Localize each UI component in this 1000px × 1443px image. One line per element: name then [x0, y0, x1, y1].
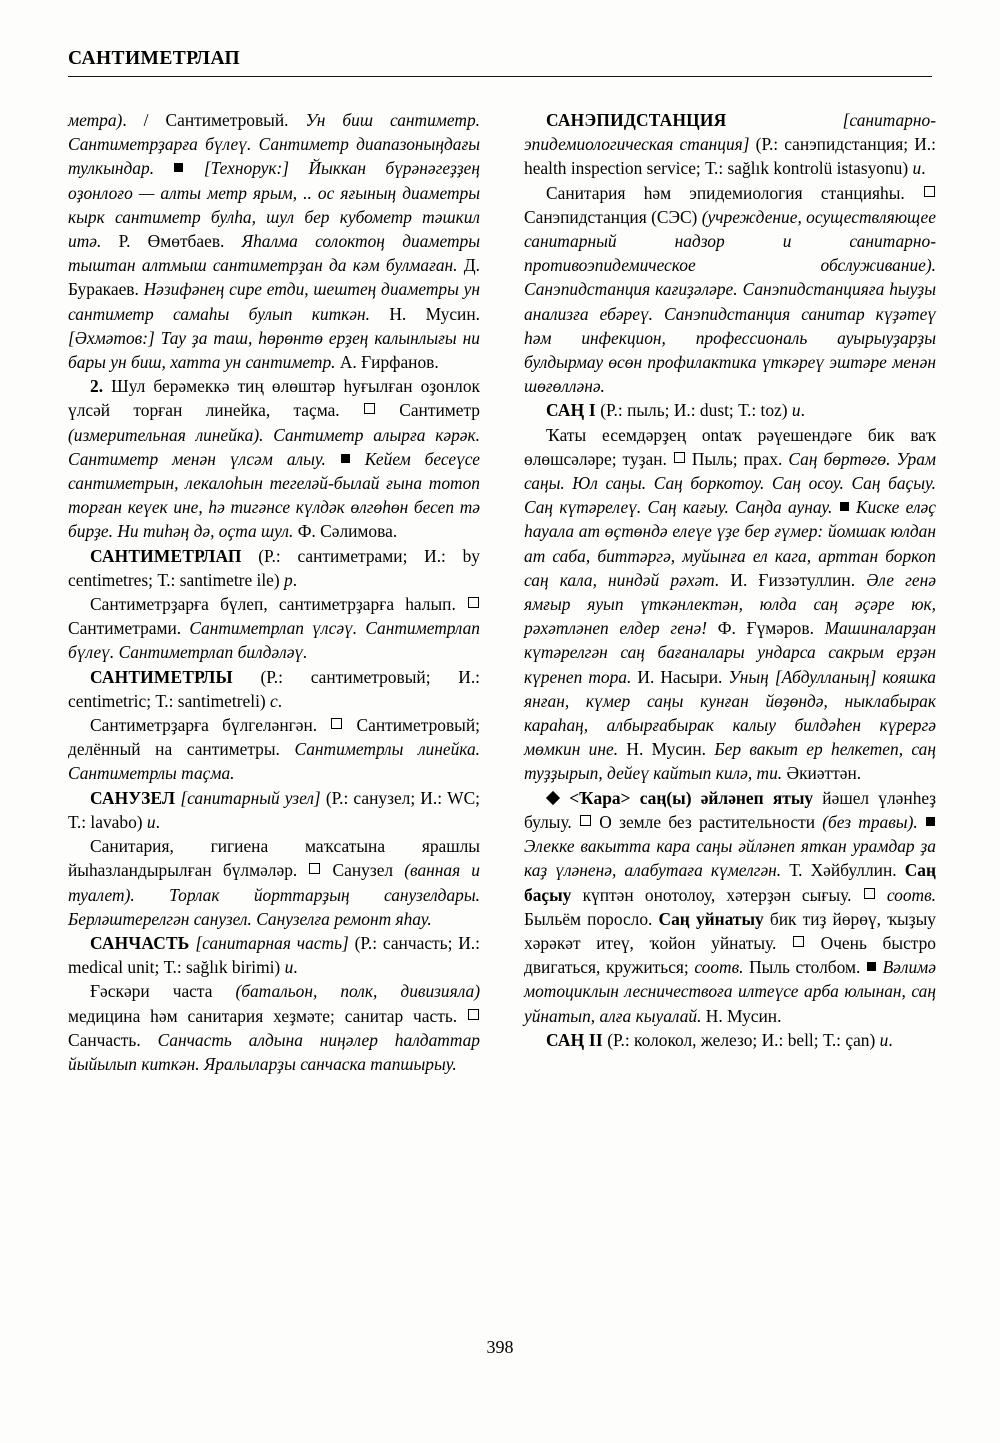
- idiom-3-correspondence-label: соотв.: [694, 957, 744, 978]
- santimetrly-pos: с: [270, 690, 278, 711]
- san-1-gloss: (Р.: пыль; И.: dust; Т.: toz): [595, 400, 792, 421]
- sense-number: 2.: [90, 376, 104, 397]
- entry-santimetrly-body: [68, 713, 480, 786]
- idiom-2-russian-gloss: Быльём поросло.: [524, 908, 653, 929]
- idiom-1-definition: йәшел үләнһеҙ булыу.: [524, 787, 936, 832]
- sanuzel-examples: (ванная и туалет). Торлак йорттарҙың санузелдары. Берләштерелгән санузел. Санузелға ремонт яһау.: [68, 860, 480, 929]
- running-head: САНТИМЕТРЛАП: [68, 48, 241, 69]
- header-rule: [68, 76, 932, 77]
- continuation-source-4: А. Ғирфанов.: [335, 352, 439, 373]
- sanepidstanciya-gloss: (Р.: санэпидстанция; И.: health inspection service; Т.: sağlık kontrolü istasyonu): [524, 134, 936, 179]
- idiom-1-russian-gloss: О земле без растительности: [592, 811, 823, 832]
- san-1-source-3: И. Насыри.: [631, 666, 729, 687]
- sense-2-russian-gloss: Сантиметр: [375, 400, 480, 421]
- san-1-citation-5: Бер вакыт ер һелкетеп, саң туҙҙырып, дейеү кайтып килә, ти.: [524, 739, 936, 784]
- sanepidstanciya-pos: и: [912, 158, 922, 179]
- sanchast-definition-2: медицина һәм санитария хеҙмәте; санитар часть.: [68, 1005, 467, 1026]
- san-1-russian-gloss: Пыль; прах.: [685, 448, 789, 469]
- headword-sanchast: САНЧАСТЬ: [90, 932, 190, 953]
- idiom-3-russian-gloss: Очень быстро двигаться, кружиться;: [524, 932, 936, 978]
- entry-santimetr-sense-2: [68, 374, 480, 543]
- sanchast-parenthetical: (батальон, полк, дивизияла): [235, 981, 480, 1002]
- open-square-marker-icon: [864, 888, 875, 899]
- sanepidstanciya-definition: Санитария һәм эпидемиология станцияһы.: [546, 182, 923, 203]
- continuation-roman-1: . / Сантиметровый.: [122, 110, 306, 130]
- santimetrlap-examples: Сантиметрлап үлсәү. Сантиметрлап бүлеү. Сантиметрлап билдәләү.: [68, 618, 480, 663]
- sanepidstanciya-russian-gloss: Санэпидстанция (СЭС): [524, 206, 702, 227]
- page-header: [68, 48, 932, 77]
- continuation-citation-4: [Әхмәтов:] Тау ҙа таш, һөрөнтө ерҙең калынлығы ни бары ун биш, хатта ун сантиметр.: [68, 327, 480, 373]
- santimetrly-pos-tail: .: [277, 690, 283, 711]
- idiom-1-parenthetical: (без травы).: [822, 811, 918, 832]
- san-1-pos-tail: .: [800, 400, 805, 421]
- sanuzel-gloss: (Р.: санузел; И.: WC; Т.: lavabo): [68, 787, 480, 832]
- san-2-pos: и: [879, 1029, 889, 1050]
- sanuzel-pos-tail: .: [155, 811, 160, 832]
- filled-square-marker-icon: [840, 502, 849, 511]
- filled-square-marker-icon: [174, 163, 183, 172]
- entry-sanepidstanciya-head: [524, 108, 936, 181]
- idiom-kara-san-ailanep-yatyu: [524, 786, 936, 1028]
- sense-2-citation: Кейем бесеүсе сантиметрын, лекалоһын тегеләй-былай ғына тотоп торған кеүек ине, һә тигәнсе күлдәк өлгөһөн бесеп тә бирҙе. Ни тиһәң дә, оҫта шул.: [68, 448, 481, 542]
- san-1-citation-3: Машиналарҙан күтәрелгән саң бағаналары ундарса сакрым ерҙән күренеп тора.: [524, 618, 936, 687]
- entry-santimetrlap-head: [68, 544, 480, 592]
- entry-sanuzel-head: [68, 786, 480, 834]
- entry-san-2-head: [524, 1028, 936, 1052]
- santimetrlap-gloss: (Р.: сантиметрами; И.: by centimetres; Т.: santimetre ile): [68, 545, 480, 590]
- open-square-marker-icon: [468, 597, 479, 608]
- sanuzel-pos: и: [146, 811, 156, 832]
- right-column: [524, 108, 936, 1076]
- idiom-3-citation: Вәлимә мотоциклын лесничествоға илтеүсе арба юлынан, саң уйнатып, алға кыуалай.: [524, 957, 936, 1026]
- sense-2-source: Ф. Сәлимова.: [293, 521, 398, 542]
- continuation-examples-1: Ун биш сантиметр. Сантиметрҙарға бүлеү. Сантиметр диапазоныңдағы тулкындар.: [68, 110, 480, 179]
- sanuzel-russian-gloss: Санузел: [321, 860, 405, 881]
- santimetrly-definition: Сантиметрҙарға бүлгеләнгән.: [90, 715, 331, 736]
- idiom-3-source: Н. Мусин.: [701, 1005, 782, 1026]
- entry-sanuzel-body: [68, 834, 480, 931]
- santimetrly-examples: Сантиметрлы линейка. Сантиметрлы таҫма.: [68, 739, 481, 784]
- open-square-marker-icon: [580, 815, 591, 826]
- continuation-citation-3: Нәзифәнең сире етди, шештең диаметры ун сантиметр самаһы булып киткән.: [68, 279, 480, 324]
- sense-2-examples: (измерительная линейка). Сантиметр алырға кәрәк. Сантиметр менән үлсәм алыу.: [68, 424, 480, 469]
- entry-santimetrlap-body: [68, 592, 480, 665]
- page-number: 398: [486, 1337, 514, 1357]
- santimetrlap-definition: Сантиметрҙарға бүлеп, сантиметрҙарға һалып.: [90, 594, 467, 615]
- filled-square-marker-icon: [926, 817, 935, 826]
- sanchast-pos-tail: .: [293, 957, 298, 978]
- sanepidstanciya-examples: (учреждение, осуществляющее санитарный надзор и санитарно-противоэпидемическое обслуживание). Санэпидстанция кағиҙәләре. Санэпидстанцияға һыуҙы анализға ебәреү. Санэпидстанция санитар күҙәтеү һәм инфекцион, профессиональ ауырыуҙарҙы булдырмау өсөн профилактика үткәреү эштәре менән шөғөлләнә.: [524, 206, 936, 397]
- idiom-2-correspondence-label: соотв.: [886, 884, 936, 905]
- idiom-2-definition: күптән онотолоу, хәтерҙән сығыу.: [571, 884, 863, 905]
- entry-san-1-body: [524, 423, 936, 786]
- san-1-source-5: Әкиәттән.: [782, 763, 862, 784]
- diamond-marker-icon: [546, 791, 560, 805]
- headword-sanuzel: САНУЗЕЛ: [90, 787, 176, 808]
- san-1-citation-4: Уның [Абдулланың] кояшка янған, күмер саңы кунған йөҙөндә, ныклабырак караһаң, албырғабырак калыу билдәһен күрергә мөмкин ине.: [524, 666, 936, 760]
- sanchast-gloss: (Р.: санчасть; И.: medical unit; Т.: sağlık birimi): [68, 932, 480, 978]
- sense-2-definition: Шул берәмеккә тиң өлөштәр һуғылған оҙонлок үлсәй торған линейка, таҫма.: [68, 376, 480, 421]
- open-square-marker-icon: [331, 718, 342, 729]
- left-column: [68, 108, 480, 1076]
- santimetrly-gloss: (Р.: сантиметровый; И.: centimetric; Т.: santimetreli): [68, 666, 480, 711]
- san-1-citation-2: Әле генә ямғыр яуып үткәнлектән, юлда саң әҫәре юк, рәхәтләнеп елдер генә!: [524, 569, 936, 639]
- sanepidstanciya-bracket-gloss: [санитарно-эпидемиологическая станция]: [524, 110, 936, 155]
- idiom-phrase-3: Саң уйнатыу: [658, 908, 764, 929]
- open-square-marker-icon: [793, 936, 804, 947]
- sanchast-russian-gloss: Санчасть.: [68, 1029, 158, 1050]
- continuation-source-1: Р. Өмөтбаев.: [101, 231, 242, 252]
- sanchast-definition-1: Ғәскәри часта: [90, 981, 236, 1002]
- san-1-source-1: И. Ғиззәтуллин.: [719, 569, 867, 590]
- open-square-marker-icon: [468, 1009, 479, 1020]
- sanepidstanciya-pos-tail: .: [921, 158, 926, 179]
- san-1-citation-1: Киске еләҫ һауала ат өҫтөндә елеүе үҙе бер ғүмер: йомшак юлдан ат саба, биттәргә, муйынға ел кага, арттан боркоп саң кала, ниндәй рәхәт.: [524, 497, 936, 590]
- continuation-citation-1: [Технорук:] Йыккан бүрәнәгеҙҙең оҙонлоғо — алты метр ярым, .. ос яғының диаметры кырк сантиметр булһа, шул бер кубометр тәшкил итә.: [68, 158, 480, 252]
- headword-sanepidstanciya: САНЭПИДСТАНЦИЯ: [546, 110, 727, 130]
- headword-san-1: САҢ I: [546, 400, 596, 421]
- san-1-pos: и: [791, 400, 801, 421]
- open-square-marker-icon: [924, 186, 935, 197]
- continuation-head-italic: метра): [68, 110, 123, 130]
- sanchast-examples: Санчасть алдына ниңәлер һалдаттар йыйылып киткән. Яралыларҙы санчаска тапшырыу.: [68, 1029, 480, 1074]
- idiom-phrase-2: Саң баҫыу: [524, 860, 936, 905]
- headword-san-2: САҢ II: [546, 1029, 603, 1050]
- santimetrly-russian-gloss: Сантиметровый; делённый на сантиметры.: [68, 715, 481, 760]
- continuation-source-2: Д. Буракаев.: [68, 255, 480, 300]
- san-2-gloss: (Р.: колокол, железо; И.: bell; Т.: çan): [602, 1029, 880, 1050]
- sanuzel-bracket-gloss: [санитарный узел]: [180, 787, 321, 808]
- sanuzel-definition: Санитария, гигиена маҡсатына ярашлы йыһазландырылған бүлмәләр.: [68, 836, 480, 881]
- idiom-phrase-1: <Ҡара> саң(ы) әйләнеп ятыу: [569, 787, 814, 808]
- open-square-marker-icon: [674, 452, 685, 463]
- santimetrlap-pos: p: [284, 569, 293, 590]
- san-1-source-4: Н. Мусин.: [618, 739, 715, 760]
- entry-sanchast-head: [68, 931, 480, 979]
- continuation-source-3: Н. Мусин.: [370, 303, 480, 324]
- san-1-examples: Саң бөртөгө. Урам саңы. Юл саңы. Саң боркотоу. Саң осоу. Саң баҫыу. Саң күтәрелеү. Саң кағыу. Саңда аунау.: [524, 448, 936, 518]
- headword-santimetrly: САНТИМЕТРЛЫ: [90, 666, 233, 687]
- santimetrlap-russian-gloss: Сантиметрами.: [68, 618, 190, 639]
- filled-square-marker-icon: [867, 962, 876, 971]
- entry-santimetr-continuation: [68, 108, 480, 374]
- sanchast-bracket-gloss: [санитарная часть]: [195, 932, 349, 953]
- santimetrlap-pos-tail: .: [292, 569, 298, 590]
- san-1-definition: Ҡаты есемдәрҙең ontaҡ рәүешендәге бик ваҡ өлөшсәләре; туҙан.: [524, 424, 936, 469]
- san-1-source-2: Ф. Ғүмәров.: [707, 618, 825, 639]
- entry-san-1-head: [524, 398, 936, 422]
- continuation-citation-2: Яһалма солоктоң диаметры тыштан алтмыш сантиметрҙан да кәм булмаған.: [68, 231, 481, 276]
- headword-santimetrlap: САНТИМЕТРЛАП: [90, 545, 242, 566]
- entry-sanchast-body: [68, 979, 480, 1076]
- entry-santimetrly-head: [68, 665, 480, 713]
- idiom-1-source: Т. Хәйбуллин.: [781, 860, 897, 881]
- idiom-3-definition: бик тиҙ йөрөү, ҡыҙыу хәрәкәт итеү, ҡойон уйнатыу.: [524, 908, 936, 953]
- two-column-body: [68, 108, 936, 1076]
- open-square-marker-icon: [309, 863, 320, 874]
- open-square-marker-icon: [364, 403, 375, 414]
- filled-square-marker-icon: [341, 454, 350, 463]
- idiom-3-russian-gloss-2: Пыль столбом.: [743, 957, 861, 978]
- sanchast-pos: и: [284, 957, 294, 978]
- san-2-pos-tail: .: [888, 1029, 893, 1050]
- idiom-1-citation: Элекке вакытта кара саңы әйләнеп яткан урамдар ҙа каҙ үләненә, алабутаға күмелгән.: [524, 836, 936, 881]
- entry-sanepidstanciya-body: [524, 181, 936, 399]
